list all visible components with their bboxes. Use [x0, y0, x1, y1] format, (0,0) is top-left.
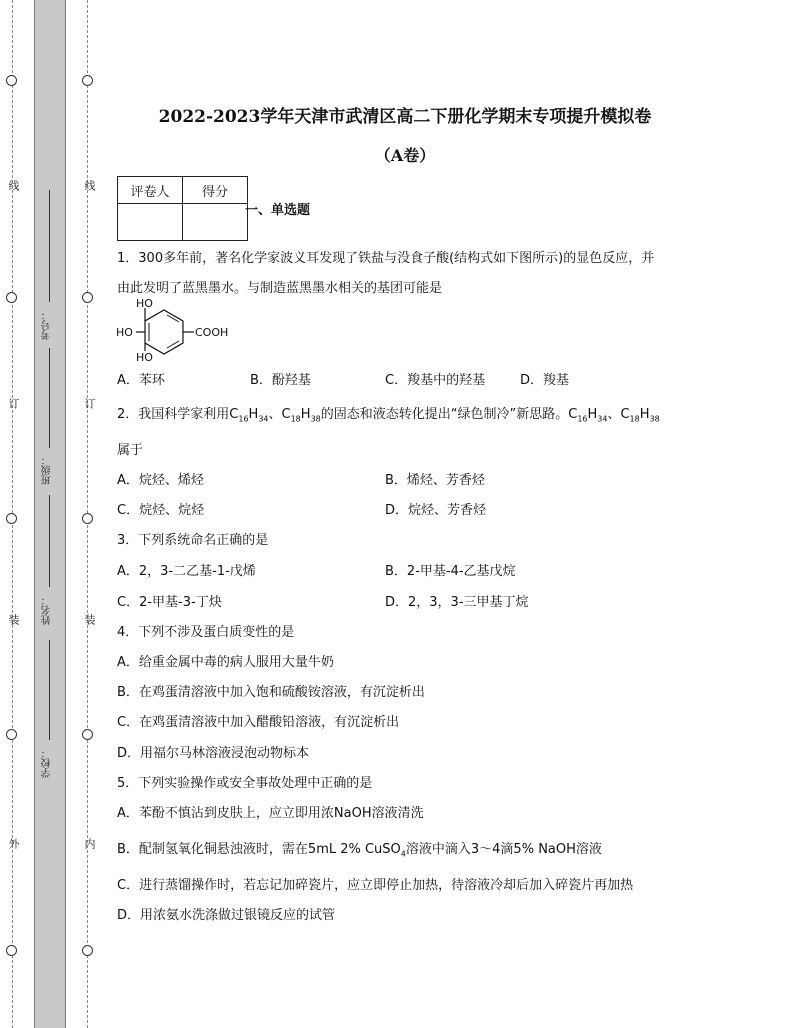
- q1-option-b[interactable]: B．酚羟基: [250, 373, 311, 388]
- inner-circle: [82, 513, 93, 524]
- outer-circle: [6, 75, 17, 86]
- page-title: 2022-2023学年天津市武清区高二下册化学期末专项提升模拟卷: [158, 107, 652, 127]
- q4-option-c[interactable]: C．在鸡蛋清溶液中加入醋酸铅溶液，有沉淀析出: [117, 715, 400, 730]
- outer-char-xian: 线: [7, 180, 20, 191]
- gallic-acid-structure: [112, 297, 242, 363]
- q3-option-b[interactable]: B．2-甲基-4-乙基戊烷: [385, 564, 516, 579]
- inner-circle: [82, 75, 93, 86]
- outer-circle: [6, 729, 17, 740]
- outer-circle: [6, 945, 17, 956]
- inner-char-ding: 订: [83, 398, 96, 409]
- q4-option-a[interactable]: A．给重金属中毒的病人服用大量牛奶: [117, 655, 334, 670]
- q5-option-d[interactable]: D．用浓氨水洗涤做过银镜反应的试管: [117, 908, 336, 923]
- section-title: 一、单选题: [245, 203, 311, 218]
- label-class: 班级：: [42, 455, 53, 485]
- inner-char-xian: 线: [83, 180, 96, 191]
- q2-option-a[interactable]: A．烷烃、烯烃: [117, 473, 204, 488]
- q3-option-d[interactable]: D．2，3，3-三甲基丁烷: [385, 595, 529, 610]
- q1-line1: 1．300多年前，著名化学家波义耳发现了铁盐与没食子酸(结构式如下图所示)的显色反应，并: [117, 251, 655, 266]
- outer-char-zhuang: 装: [7, 614, 20, 625]
- page-subtitle: （A卷）: [374, 146, 436, 165]
- inner-char-nei: 内: [83, 838, 96, 849]
- label-name: 姓名：: [42, 595, 53, 625]
- inner-circle: [82, 945, 93, 956]
- score-cell[interactable]: [183, 204, 248, 241]
- outer-circle: [6, 513, 17, 524]
- q5-option-a[interactable]: A．苯酚不慎沾到皮肤上，应立即用浓NaOH溶液清洗: [117, 806, 424, 821]
- inner-circle: [82, 729, 93, 740]
- fill-line-name: [49, 495, 50, 587]
- q4-option-b[interactable]: B．在鸡蛋清溶液中加入饱和硫酸铵溶液，有沉淀析出: [117, 685, 425, 700]
- outer-char-ding: 订: [7, 398, 20, 409]
- grader-cell[interactable]: [118, 204, 183, 241]
- inner-char-zhuang: 装: [83, 614, 96, 625]
- outer-circle: [6, 292, 17, 303]
- outer-char-wai: 外: [7, 838, 20, 849]
- inner-circle: [82, 292, 93, 303]
- cooh-label: COOH: [195, 326, 229, 339]
- q4-option-d[interactable]: D．用福尔马林溶液浸泡动物标本: [117, 746, 310, 761]
- q5-option-b[interactable]: B．配制氢氧化铜悬浊液时，需在5mL 2% CuSO$_4$溶液中滴入3～4滴5% NaOH溶液: [117, 842, 602, 859]
- fill-line-exam-number: [49, 190, 50, 302]
- ho-top-label: HO: [136, 297, 153, 310]
- label-exam-number: 考号：: [42, 310, 53, 340]
- fill-line-school: [49, 640, 50, 740]
- q1-line2: 由此发明了蓝黑墨水。与制造蓝黑墨水相关的基团可能是: [117, 281, 443, 296]
- q1-option-a[interactable]: A．苯环: [117, 373, 165, 388]
- q3-option-a[interactable]: A．2，3-二乙基-1-戊烯: [117, 564, 256, 579]
- ho-left-label: HO: [116, 326, 133, 339]
- q2-line1: 2．我国科学家利用$C_{16}H_{34}$、$C_{18}H_{38}$的固态和液态转化提出“绿色制冷”新思路。$C_{16}H_{34}$、$C_{18}H_{38}$: [117, 407, 660, 424]
- ho-bottom-label: HO: [136, 351, 153, 363]
- q3-stem: 3．下列系统命名正确的是: [117, 533, 269, 548]
- q4-stem: 4．下列不涉及蛋白质变性的是: [117, 625, 295, 640]
- score-table: [117, 176, 248, 241]
- q2-line2: 属于: [117, 443, 144, 458]
- q2-option-c[interactable]: C．烷烃、烷烃: [117, 503, 205, 518]
- label-school: 学校：: [42, 748, 53, 778]
- q5-stem: 5．下列实验操作或安全事故处理中正确的是: [117, 776, 373, 791]
- q2-option-d[interactable]: D．烷烃、芳香烃: [385, 503, 487, 518]
- q3-option-c[interactable]: C．2-甲基-3-丁炔: [117, 595, 222, 610]
- binding-strip: [34, 0, 66, 1028]
- q2-option-b[interactable]: B．烯烃、芳香烃: [385, 473, 485, 488]
- score-header: 得分: [183, 177, 248, 204]
- q1-option-c[interactable]: C．羧基中的羟基: [385, 373, 486, 388]
- grader-header: 评卷人: [118, 177, 183, 204]
- q1-option-d[interactable]: D．羧基: [520, 373, 570, 388]
- q5-option-c[interactable]: C．进行蒸馏操作时，若忘记加碎瓷片，应立即停止加热，待溶液冷却后加入碎瓷片再加热: [117, 878, 634, 893]
- fill-line-class: [49, 348, 50, 448]
